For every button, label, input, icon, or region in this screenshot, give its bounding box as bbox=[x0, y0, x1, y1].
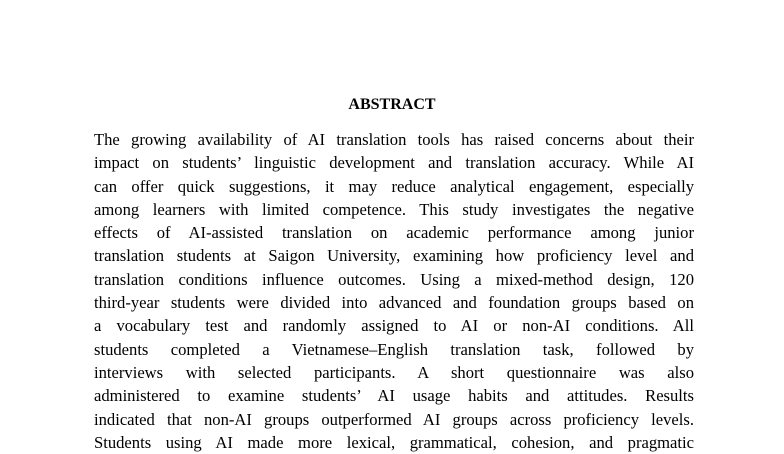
abstract-line: administered to examine students’ AI usage habits and attitudes. Results bbox=[94, 386, 694, 406]
abstract-line: students completed a Vietnamese–English translation task, followed by bbox=[94, 339, 694, 359]
abstract-line: can offer quick suggestions, it may reduce analytical engagement, especially bbox=[94, 176, 694, 196]
abstract-line: Students using AI made more lexical, grammatical, cohesion, and pragmatic bbox=[94, 432, 694, 452]
abstract-line: impact on students’ linguistic development and translation accuracy. While AI bbox=[94, 153, 694, 173]
abstract-line: translation conditions influence outcomes. Using a mixed-method design, 120 bbox=[94, 269, 694, 289]
abstract-line: indicated that non-AI groups outperformed AI groups across proficiency levels. bbox=[94, 409, 694, 429]
abstract-heading: ABSTRACT bbox=[348, 96, 436, 113]
abstract-line: The growing availability of AI translation tools has raised concerns about their bbox=[94, 130, 694, 149]
abstract-line: effects of AI-assisted translation on academic performance among junior bbox=[94, 223, 694, 243]
abstract-line: third-year students were divided into advanced and foundation groups based on bbox=[94, 293, 694, 313]
abstract-line: translation students at Saigon University, examining how proficiency level and bbox=[94, 246, 694, 266]
abstract-body bbox=[94, 128, 694, 454]
abstract-line: among learners with limited competence. This study investigates the negative bbox=[94, 199, 694, 219]
abstract-line: a vocabulary test and randomly assigned to AI or non-AI conditions. All bbox=[94, 316, 694, 336]
abstract-line: interviews with selected participants. A short questionnaire was also bbox=[94, 362, 694, 382]
